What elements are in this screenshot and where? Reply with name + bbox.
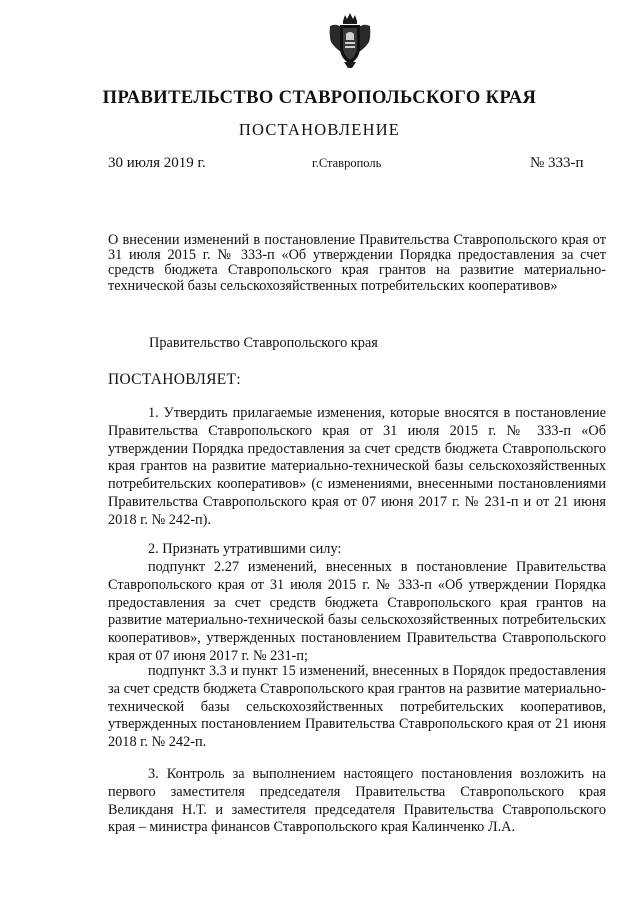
document-number: № 333-п (530, 155, 584, 171)
resolves-heading: ПОСТАНОВЛЯЕТ: (108, 371, 241, 388)
government-title: ПРАВИТЕЛЬСТВО СТАВРОПОЛЬСКОГО КРАЯ (102, 88, 537, 108)
paragraph-1: 1. Утвердить прилагаемые изменения, которые вносятся в постановление Правительства Ставропольского края от 31 июля 2015 г. № 333-п «Об утверждении Порядка предоставления за счет средств бюджета Ставропольского края грантов на развитие материально-технической базы сельскохозяйственных потребительских кооперативов» (с изменениями, внесенными постановлениями Правительства Ставропольского края от 07 июня 2017 г. № 231-п и от 21 июня 2018 г. № 242-п). (108, 405, 606, 528)
document-date: 30 июля 2019 г. (108, 155, 206, 171)
paragraph-2-subitem-2: подпункт 3.3 и пункт 15 изменений, внесенных в Порядок предоставления за счет средств бюджета Ставропольского края грантов на развитие материально-технической базы сельскохозяйственных потребительских кооперативов, утвержденных постановлением Правительства Ставропольского края от 21 июня 2018 г. № 242-п. (108, 663, 606, 751)
paragraph-3: 3. Контроль за выполнением настоящего постановления возложить на первого заместителя председателя Правительства Ставропольского края Великданя Н.Т. и заместителя председателя Правительства Ставропольского края – министра финансов Ставропольского края Калинченко Л.А. (108, 766, 606, 836)
document-city: г.Ставрополь (312, 156, 382, 170)
document-subject: О внесении изменений в постановление Правительства Ставропольского края от 31 июля 2015 г. № 333-п «Об утверждении Порядка предоставления за счет средств бюджета Ставропольского края грантов на развитие материально-технической базы сельскохозяйственных потребительских кооперативов» (108, 232, 606, 294)
paragraph-2-subitem-1: подпункт 2.27 изменений, внесенных в постановление Правительства Ставропольского края от 31 июля 2015 г. № 333-п «Об утверждении Порядка предоставления за счет средств бюджета Ставропольского края грантов на развитие материально-технической базы сельскохозяйственных потребительских кооперативов», утвержденных постановлением Правительства Ставропольского края от 07 июня 2017 г. № 231-п; (108, 559, 606, 664)
document-type: ПОСТАНОВЛЕНИЕ (238, 120, 401, 139)
issuer-line: Правительство Ставропольского края (149, 335, 378, 351)
coat-of-arms-icon (328, 12, 372, 70)
paragraph-2: 2. Признать утратившими силу: (148, 541, 342, 557)
